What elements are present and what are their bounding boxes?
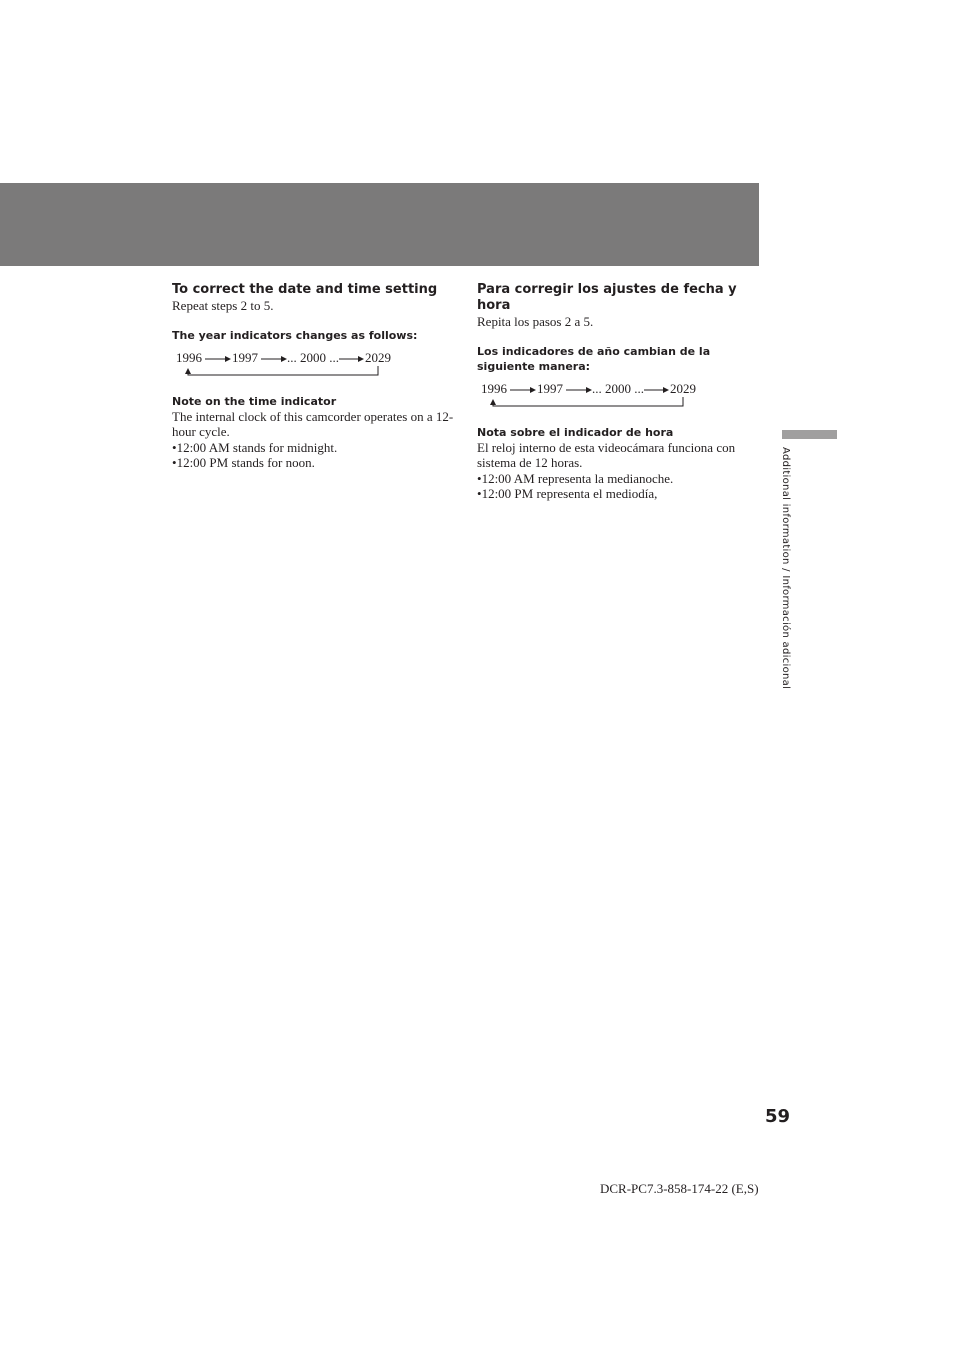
- section-tab-marker: [782, 430, 837, 439]
- page-number: 59: [765, 1106, 791, 1127]
- year-cycle-diagram: [477, 381, 762, 413]
- section-side-label: Additional information / Información adicional: [780, 447, 791, 690]
- year-cycle-diagram: [172, 350, 462, 382]
- note-heading: Nota sobre el indicador de hora: [477, 425, 674, 439]
- document-code: DCR-PC7.3-858-174-22 (E,S): [600, 1181, 759, 1196]
- note-heading: Note on the time indicator: [172, 394, 337, 408]
- list-item: • 12:00 PM representa el mediodía,: [477, 486, 762, 502]
- bullet-list: [477, 471, 762, 502]
- year-label: 2029: [670, 380, 696, 396]
- english-column: [172, 282, 462, 471]
- year-label: 1996: [176, 349, 202, 365]
- repeat-steps-text: Repeat steps 2 to 5.: [172, 298, 274, 313]
- header-band: [0, 183, 759, 266]
- arrow-return-loop: [493, 397, 683, 406]
- year-label: 1996: [481, 380, 507, 396]
- repeat-steps-text: Repita los pasos 2 a 5.: [477, 314, 594, 329]
- section-heading: To correct the date and time setting: [172, 282, 438, 297]
- list-item: • 12:00 PM stands for noon.: [172, 455, 462, 471]
- year-label: ... 2000 ...: [287, 349, 339, 365]
- year-label: 1997: [537, 380, 563, 396]
- year-indicators-heading: Los indicadores de año cambian de la siguiente manera:: [477, 344, 711, 373]
- note-text: El reloj interno de esta videocámara funciona con sistema de 12 horas.: [477, 439, 736, 470]
- year-label: 2029: [365, 349, 391, 365]
- year-indicators-heading: The year indicators changes as follows:: [172, 328, 418, 342]
- year-label: ... 2000 ...: [592, 380, 644, 396]
- arrow-return-loop: [188, 366, 378, 375]
- bullet-list: [172, 440, 462, 471]
- note-text: The internal clock of this camcorder operates on a 12-hour cycle.: [172, 408, 454, 439]
- year-label: 1997: [232, 349, 258, 365]
- list-item: • 12:00 AM stands for midnight.: [172, 440, 462, 456]
- list-item: • 12:00 AM representa la medianoche.: [477, 471, 762, 487]
- spanish-column: [477, 282, 762, 502]
- section-heading: Para corregir los ajustes de fecha y hora: [477, 282, 737, 313]
